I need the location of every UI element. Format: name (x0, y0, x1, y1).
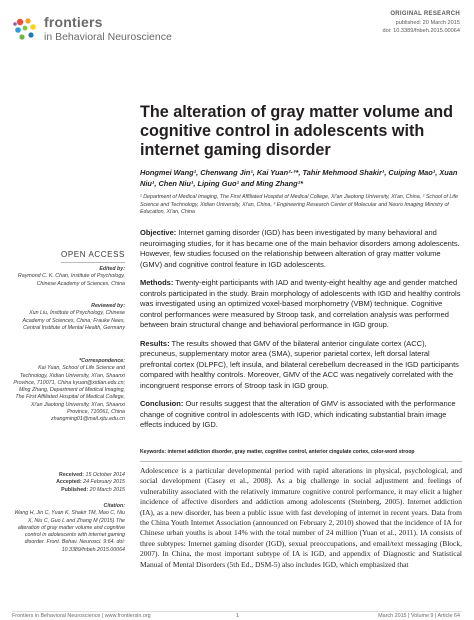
footer-journal: Frontiers in Behavioral Neuroscience | www.frontiersin.org (12, 613, 151, 619)
correspondence-block (9, 358, 125, 424)
open-access-label: OPEN ACCESS (61, 250, 125, 259)
divider (140, 461, 462, 462)
methods-text: Twenty-eight participants with IAD and twenty-eight healthy age and gender matched controls participated in the study. Brain morphology of adolescents with IGD and healthy controls was investigated using an optimized voxel-based morphometry (VBM) technique. Cognitive control performances were measured by Stroop task, and correlation analysis was performed between brain structural change and behavioral performance in IGD group. (140, 278, 461, 329)
doi-header: doi: 10.3389/fnbeh.2015.00064 (382, 28, 460, 34)
published-date: 20 March 2015 (89, 486, 125, 493)
abstract-results (140, 339, 462, 392)
citation-block (9, 503, 125, 554)
footer-issue: March 2015 | Volume 9 | Article 64 (378, 613, 460, 619)
abstract-conclusion (140, 399, 462, 431)
conclusion-text: Our results suggest that the alteration of GMV is associated with the performance change of cognitive control in adolescents with IGD, which indicating substantial brain image effects induced by IGD. (140, 399, 456, 429)
objective-text: Internet gaming disorder (IGD) has been investigated by many behavioral and neuroimaging studies, for it has became one of the main behavior disorders among adolescents. However, few studies focused on the relationship between alteration of gray matter volume (GMV) and cognitive control feature in IGD adolescents. (140, 228, 460, 269)
received-label: Received: (59, 472, 85, 478)
introduction-paragraph: Adolescence is a particular developmental period with rapid alterations in physical, psychological, and social development (Casey et al., 2008). As a big challenge in social adjustment and feelings of vulnerability associated with the relatively immature cognitive control performance, it may elicit a higher incidence of affective disorders and addiction among adolescents (Steinberg, 2005). Internet addiction (IA), as a new disorder, has been a public issue with fast developing of internet in recent years. Data from the China Youth Internet Association (announced on February 2, 2010) showed that the incidence of IA for Chinese urban youths is about 14% with the total number of 24 million (Yuan et al., 2011). IA consists of three subtypes: Internet gaming disorder (IGD), sexual preoccupations, and email/text messaging (Block, 2007). In China, the most important subtype of IA is IGD, and appendix of Diagnostic and Statistical Manual of Mental Disorders (5th Ed., DSM-5) also includes IGD, which emphasized that (140, 466, 462, 569)
editor-text: Raymond C. K. Chan, Institute of Psychology, Chinese Academy of Sciences, China (17, 273, 125, 287)
accepted-label: Accepted: (56, 479, 82, 486)
citation-text: Wang H, Jin C, Yuan K, Shakir TM, Mao C, Niu X, Niu C, Guo L and Zhang M (2015) The alteration of gray matter volume and cognitive control in adolescents with internet gaming disorder. Front. Behav. Neurosci. 9:64. doi: 10.3389/fnbeh.2015.00064 (14, 510, 125, 553)
received-date: 15 October 2014 (85, 472, 125, 478)
methods-label: Methods: (140, 278, 174, 287)
results-label: Results: (140, 338, 170, 348)
correspondence-text: Kai Yuan, School of Life Science and Technology, Xidian University, Xi'an, Shaanxi Province, 710071, China kyuan@xidian.edu.cn; Ming Zhang, Department of Medical Imaging, The First Affiliated Hospital of Medical College, Xi'an Jiaotong University, Xi'an, Shaanxi Province, 710061, China zhangming01@mail.xjtu.edu.cn (13, 365, 125, 423)
edited-by-block (9, 266, 125, 288)
footer-divider (12, 611, 462, 612)
affiliations: ¹ Department of Medical Imaging, The First Affiliated Hospital of Medical College, Xi'an Jiaotong University, Xi'an, China, ² School of Life Science and Technology, Xidian University, Xi'an, China, ³ Engineering Research Center of Molecular and Neuro Imaging Ministry of Education, Xi'an, China (140, 194, 458, 216)
correspondence-label: *Correspondence: (79, 358, 125, 364)
accepted-date: 24 February 2015 (83, 479, 125, 486)
reviewers-text: Xun Liu, Institute of Psychology, Chinese Academy of Sciences, China; Frauke Nees, Central Institute of Mental Health, Germany (22, 310, 125, 331)
citation-label: Citation: (103, 503, 125, 509)
objective-label: Objective: (140, 228, 177, 237)
journal-brand: frontiers (44, 14, 103, 30)
author-list: Hongmei Wang¹, Chenwang Jin¹, Kai Yuan²·³*, Tahir Mehmood Shakir¹, Cuiping Mao¹, Xuan Niu¹, Chen Niu¹, Liping Guo¹ and Ming Zhang¹* (140, 168, 458, 188)
keywords: Keywords: internet addiction disorder, gray matter, cognitive control, anterior cingulate cortex, color-word stroop (140, 449, 415, 455)
article-type: ORIGINAL RESEARCH (390, 11, 460, 17)
reviewed-by-label: Reviewed by: (91, 303, 125, 309)
journal-name: in Behavioral Neuroscience (44, 31, 172, 43)
divider (61, 262, 125, 263)
conclusion-label: Conclusion: (140, 399, 184, 408)
edited-by-label: Edited by: (99, 266, 125, 272)
page-number: 1 (236, 613, 239, 619)
abstract-methods (140, 278, 462, 331)
reviewed-by-block (9, 303, 125, 332)
abstract (140, 228, 462, 439)
published-date-header: published: 20 March 2015 (395, 20, 460, 26)
dates-block (9, 472, 125, 494)
abstract-objective (140, 228, 462, 270)
frontiers-logo-icon (12, 16, 38, 42)
published-label: Published: (61, 486, 89, 493)
article-title: The alteration of gray matter volume and cognitive control in adolescents with internet gaming disorder (140, 103, 454, 159)
results-text: The results showed that GMV of the bilateral anterior cingulate cortex (ACC), precuneus, supplementary motor area (SMA), superior parietal cortex, left dorsal lateral prefrontal cortex (DLPFC), left insula, and bilateral cerebellum decreased in the IGD participants compared with healthy controls. Moreover, GMV of the ACC was negatively correlated with the incongruent response errors of Stroop task in IGD group. (140, 338, 459, 390)
